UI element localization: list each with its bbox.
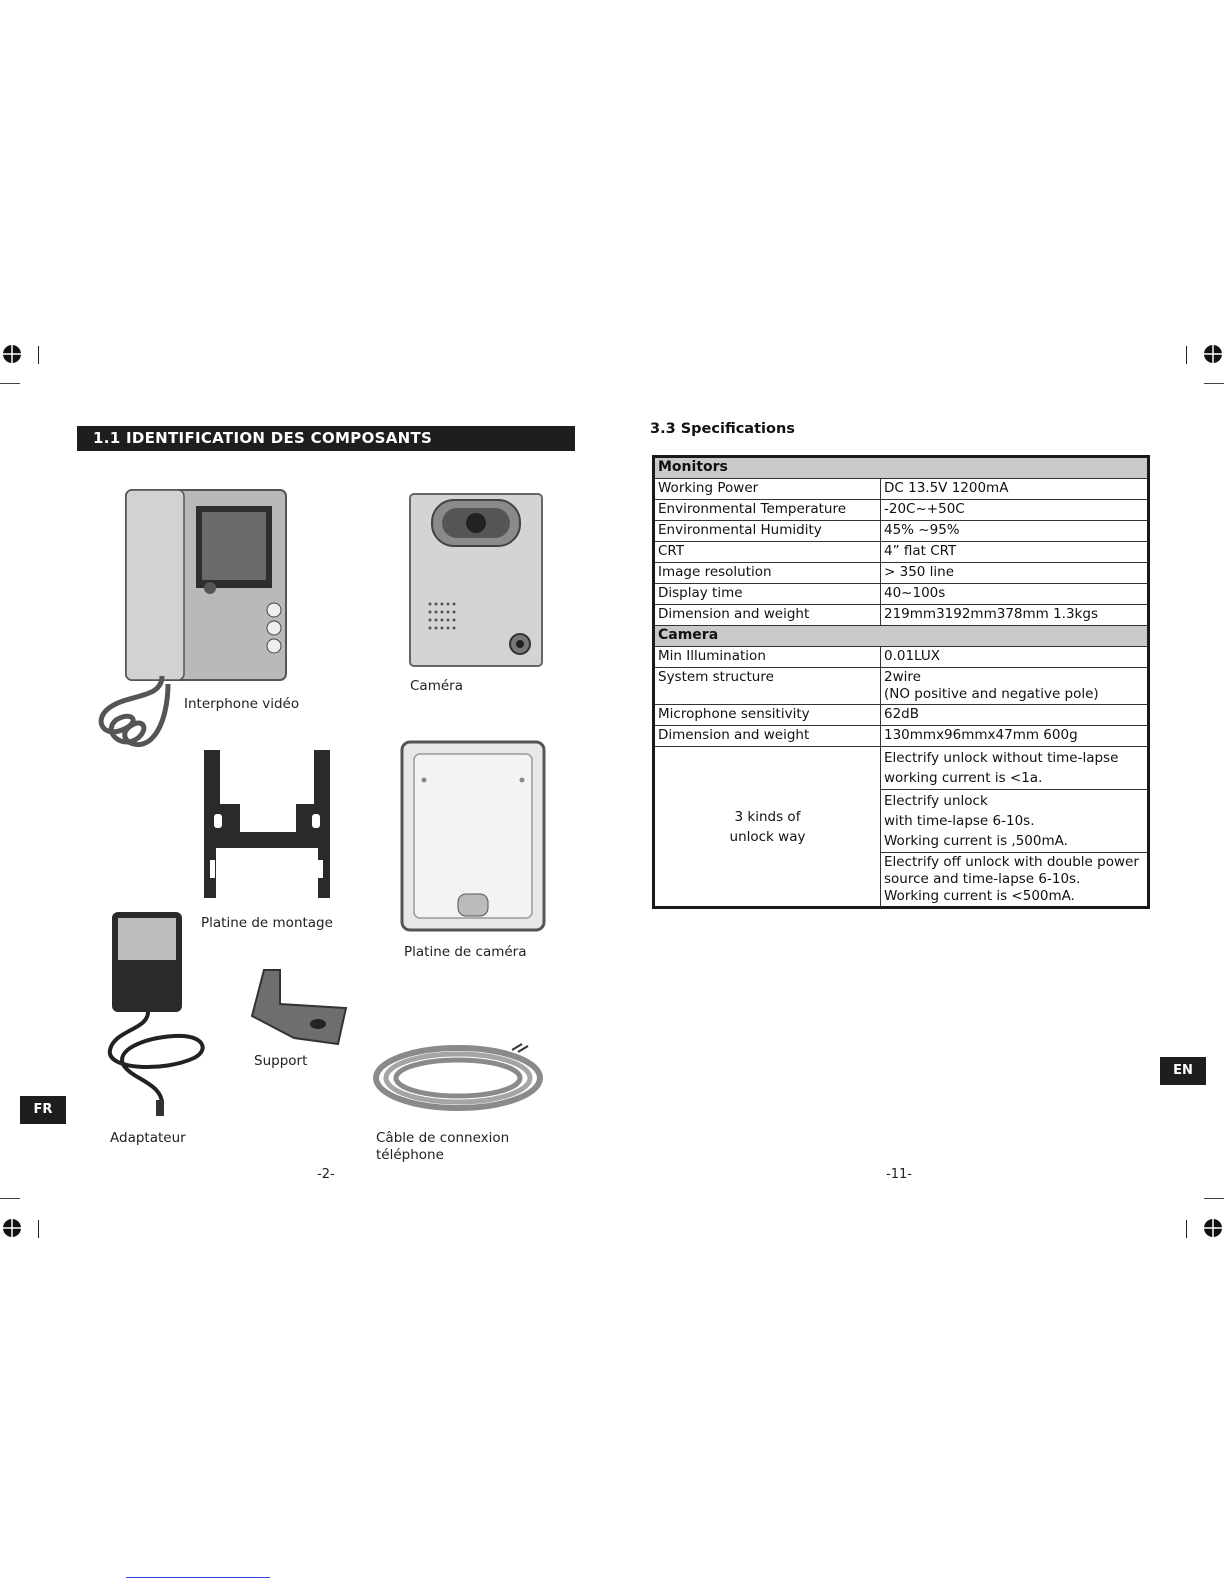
support-bracket-image <box>250 968 350 1048</box>
registration-mark-icon <box>2 344 22 364</box>
telephone-cable-image <box>372 1042 550 1116</box>
crop-mark <box>0 1198 20 1199</box>
table-row: Display time 40~100s <box>654 584 1149 605</box>
monitors-heading: Monitors <box>654 457 881 479</box>
table-row: Working Power DC 13.5V 1200mA <box>654 479 1149 500</box>
registration-mark-icon <box>1203 344 1223 364</box>
table-row: Dimension and weight 130mmx96mmx47mm 600g <box>654 726 1149 747</box>
crop-mark <box>0 383 20 384</box>
table-row <box>654 747 1149 790</box>
camera-image <box>408 492 546 670</box>
unlock-option: Electrify unlock without time-lapse working current is <1a. <box>881 747 1149 790</box>
specifications-table <box>652 455 1150 909</box>
lang-badge-fr: FR <box>20 1096 66 1124</box>
registration-mark-icon <box>1203 1218 1223 1238</box>
table-row: Dimension and weight 219mm3192mm378mm 1.3kgs <box>654 605 1149 626</box>
caption-adaptateur: Adaptateur <box>110 1130 186 1146</box>
caption-interphone: Interphone vidéo <box>184 696 300 712</box>
caption-support: Support <box>254 1053 308 1069</box>
caption-camera: Caméra <box>410 678 463 694</box>
crop-mark <box>1186 1220 1187 1238</box>
table-group-row <box>654 626 1149 647</box>
mounting-plate-image <box>202 748 332 900</box>
crop-mark <box>1204 1198 1224 1199</box>
specifications-title: 3.3 Specifications <box>650 421 795 437</box>
registration-mark-icon <box>2 1218 22 1238</box>
crop-mark <box>38 346 39 364</box>
table-group-row <box>654 457 1149 479</box>
footer-rule <box>126 1577 270 1578</box>
lang-badge-en: EN <box>1160 1057 1206 1085</box>
page-number-right: -11- <box>886 1167 912 1182</box>
crop-mark <box>1186 346 1187 364</box>
camera-plate-image <box>398 740 548 934</box>
caption-platine-camera: Platine de caméra <box>404 944 527 960</box>
caption-platine-montage: Platine de montage <box>201 915 333 931</box>
table-row: Environmental Temperature -20C~+50C <box>654 500 1149 521</box>
caption-cable-line1: Câble de connexion <box>376 1130 510 1146</box>
section-title: 1.1 IDENTIFICATION DES COMPOSANTS <box>77 426 575 451</box>
caption-cable-line2: téléphone <box>376 1147 444 1163</box>
table-row: Environmental Humidity 45% ~95% <box>654 521 1149 542</box>
crop-mark <box>1204 383 1224 384</box>
video-intercom-image <box>92 488 300 760</box>
page-number-left: -2- <box>317 1167 335 1182</box>
table-row: System structure 2wire (NO positive and negative pole) <box>654 668 1149 705</box>
crop-mark <box>38 1220 39 1238</box>
power-adapter-image <box>104 910 214 1118</box>
table-row: Min Illumination 0.01LUX <box>654 647 1149 668</box>
table-row: Microphone sensitivity 62dB <box>654 705 1149 726</box>
unlock-way-label: 3 kinds of unlock way <box>654 747 881 908</box>
table-row: Image resolution > 350 line <box>654 563 1149 584</box>
table-row: CRT 4” flat CRT <box>654 542 1149 563</box>
unlock-option: Electrify unlock with time-lapse 6-10s. Working current is ,500mA. <box>881 790 1149 853</box>
camera-heading: Camera <box>654 626 881 647</box>
unlock-option: Electrify off unlock with double power source and time-lapse 6-10s. Working current is <500mA. <box>881 853 1149 908</box>
